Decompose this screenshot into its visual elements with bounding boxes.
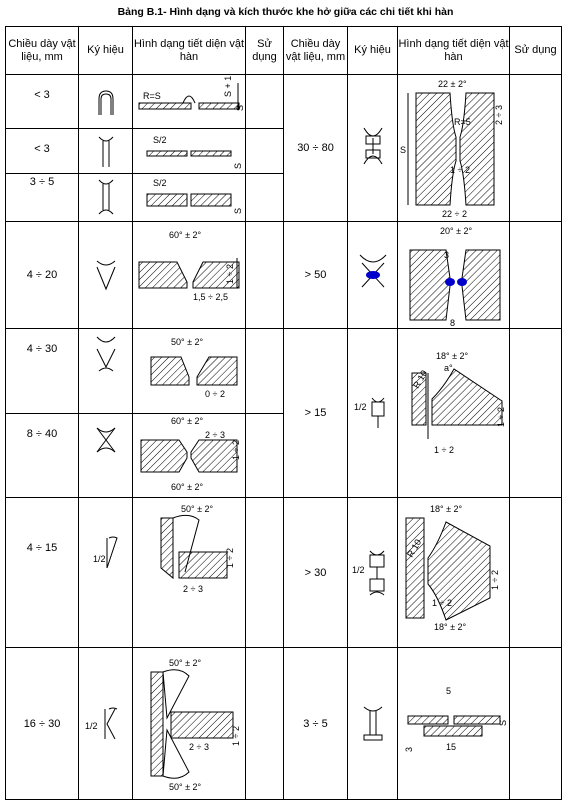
dim-label: 2 ÷ 3 [183, 584, 203, 594]
x-groove-diagram [133, 414, 246, 496]
header-shape-right: Hình dạng tiết diện vật hàn [398, 27, 510, 75]
weld-gap-table [5, 26, 562, 800]
dim-label: S/2 [153, 178, 167, 188]
dim-label: 1 ÷ 2 [434, 445, 454, 455]
weld-diagram-cell [133, 222, 246, 329]
thickness-cell: < 3 [6, 129, 79, 174]
use-cell [246, 174, 284, 222]
use-cell [246, 129, 284, 174]
v-weld-backing-symbol [79, 329, 133, 379]
weld-diagram-cell [133, 329, 246, 414]
use-cell [510, 648, 562, 800]
dim-label: S [400, 145, 407, 155]
thickness-cell: > 15 [284, 329, 348, 498]
dim-label: R=5 [454, 117, 471, 127]
use-cell [246, 222, 284, 329]
weld-diagram-cell [133, 174, 246, 222]
thickness-cell: 3 ÷ 5 [284, 648, 348, 800]
dim-label: 50° ± 2° [181, 504, 214, 514]
header-thickness-left: Chiều dày vật liệu, mm [6, 27, 79, 75]
header-symbol-right: Ký hiệu [348, 27, 398, 75]
dim-label: 60° ± 2° [171, 482, 204, 492]
double-bevel-diagram [398, 222, 510, 326]
dim-label: 50° ± 2° [169, 658, 202, 668]
dim-label: 50° ± 2° [169, 782, 202, 792]
double-square-weld-symbol [79, 174, 133, 220]
fraction-numerator: 1/2 [85, 720, 98, 731]
dim-label: S [233, 162, 243, 169]
weld-symbol-cell [79, 329, 133, 414]
thickness-cell: 8 ÷ 40 [6, 414, 79, 498]
use-cell [510, 498, 562, 648]
double-half-bevel-diagram [133, 648, 246, 798]
dim-label: R 10 [411, 368, 430, 390]
weld-symbol-cell [79, 222, 133, 329]
thickness-cell: 16 ÷ 30 [6, 648, 79, 800]
weld-symbol-cell [79, 174, 133, 222]
dim-label: 5 [446, 686, 452, 696]
weld-diagram-cell [398, 498, 510, 648]
dim-label: 18° ± 2° [434, 622, 467, 632]
dim-label: 0 ÷ 2 [205, 389, 225, 399]
dim-label: 15 [446, 742, 457, 752]
dim-label: 8 [450, 318, 456, 326]
square-butt-weld-symbol [79, 129, 133, 173]
use-cell [510, 75, 562, 222]
square-butt-backing-symbol [348, 699, 398, 749]
dim-label: 2 ÷ 3 [494, 105, 504, 125]
dim-label: S [233, 207, 243, 214]
weld-diagram-cell [133, 414, 246, 498]
weld-diagram-cell [398, 75, 510, 222]
dim-label: 1 ÷ 2 [231, 726, 241, 746]
use-cell [246, 648, 284, 800]
square-butt-diagram [133, 129, 246, 173]
double-bevel-weld-symbol [348, 245, 398, 305]
weld-diagram-cell [133, 75, 246, 129]
thickness-cell: 4 ÷ 15 [6, 498, 79, 648]
dim-label: 3 [444, 250, 450, 260]
header-thickness-right: Chiều dày vật liệu, mm [284, 27, 348, 75]
use-cell [246, 498, 284, 648]
thickness-cell: 4 ÷ 20 [6, 222, 79, 329]
dim-label: 50° ± 2° [171, 337, 204, 347]
page-title: Bảng B.1- Hình dạng và kích thước khe hở giữa các chi tiết khi hàn [117, 6, 454, 18]
dim-label: 1 ÷ 2 [490, 570, 500, 590]
weld-symbol-cell [79, 414, 133, 498]
dim-label: 18° ± 2° [430, 504, 463, 514]
thickness-cell: > 30 [284, 498, 348, 648]
half-bevel-weld-symbol [79, 516, 133, 596]
weld-symbol-cell [79, 75, 133, 129]
double-half-bevel-weld-symbol [79, 699, 133, 749]
v-groove-backing-diagram [133, 329, 246, 411]
thickness-cell: > 50 [284, 222, 348, 329]
weld-symbol-cell [348, 75, 398, 222]
dim-label: 1 ÷ 2 [225, 548, 235, 568]
weld-diagram-cell [133, 648, 246, 800]
dim-label: S/2 [153, 135, 167, 145]
thickness-cell: 30 ÷ 80 [284, 75, 348, 222]
double-u-weld-symbol [348, 118, 398, 178]
weld-diagram-cell [398, 329, 510, 498]
dim-label: R 10 [405, 537, 424, 559]
weld-symbol-cell [348, 329, 398, 498]
header-use-right: Sử dụng [510, 27, 562, 75]
use-cell [510, 222, 562, 329]
fraction-numerator: 1/2 [93, 554, 106, 564]
thickness-cell: 4 ÷ 30 [6, 329, 79, 414]
weld-diagram-cell [133, 129, 246, 174]
fraction-numerator: 1/2 [352, 564, 365, 575]
dim-label: 2 ÷ 3 [205, 430, 225, 440]
dim-label: 22 ÷ 2 [442, 209, 467, 219]
dim-label: S [235, 104, 245, 111]
flanged-weld-diagram [133, 75, 246, 127]
flanged-butt-weld-symbol [79, 75, 133, 127]
dim-label: 60° ± 2° [169, 230, 202, 240]
dim-label: 1,5 ÷ 2,5 [193, 292, 228, 302]
weld-diagram-cell [398, 648, 510, 800]
dim-label: 1 ÷ 2 [450, 165, 470, 175]
weld-diagram-cell [398, 222, 510, 329]
dim-label: 2 ÷ 3 [189, 742, 209, 752]
double-half-j-weld-symbol [348, 543, 398, 603]
half-j-diagram [398, 329, 510, 495]
dim-label: S [498, 719, 508, 726]
weld-symbol-cell [348, 648, 398, 800]
dim-label: 22 ± 2° [438, 79, 467, 89]
header-symbol-left: Ký hiệu [79, 27, 133, 75]
half-j-weld-symbol [348, 388, 398, 438]
use-cell [246, 75, 284, 129]
weld-symbol-cell [348, 498, 398, 648]
dim-label: 20° ± 2° [440, 226, 473, 236]
dim-label: 60° ± 2° [171, 416, 204, 426]
double-half-j-diagram [398, 498, 510, 646]
weld-symbol-cell [79, 498, 133, 648]
use-cell [246, 414, 284, 498]
weld-symbol-cell [79, 129, 133, 174]
v-weld-symbol [79, 255, 133, 295]
weld-symbol-cell [79, 648, 133, 800]
v-groove-diagram [133, 222, 246, 326]
header-use-left: Sử dụng [246, 27, 284, 75]
weld-symbol-cell [348, 222, 398, 329]
use-cell [246, 329, 284, 414]
thickness-cell: < 3 [6, 75, 79, 129]
fraction-numerator: 1/2 [354, 402, 367, 412]
dim-label: 1 ÷ 2 [432, 598, 452, 608]
square-butt-backing-diagram [398, 648, 510, 798]
double-u-weld-diagram [398, 75, 510, 221]
dim-label: 1 ÷ 2 [496, 407, 506, 427]
header-shape-left: Hình dạng tiết diện vật hàn [133, 27, 246, 75]
weld-diagram-cell [133, 498, 246, 648]
thickness-cell: 3 ÷ 5 [6, 174, 79, 222]
dim-label: 1 ÷ 2 [225, 264, 235, 284]
dim-label: 18° ± 2° [436, 351, 469, 361]
dim-label: 1 ÷ 2 [231, 440, 241, 460]
dim-label: a° [444, 363, 453, 373]
dim-label: S + 1 [223, 75, 233, 97]
dim-label: R=S [143, 91, 161, 101]
half-bevel-diagram [133, 498, 246, 646]
dim-label: 3 [404, 746, 414, 752]
x-weld-symbol [79, 414, 133, 464]
use-cell [510, 329, 562, 498]
double-square-diagram [133, 174, 246, 220]
